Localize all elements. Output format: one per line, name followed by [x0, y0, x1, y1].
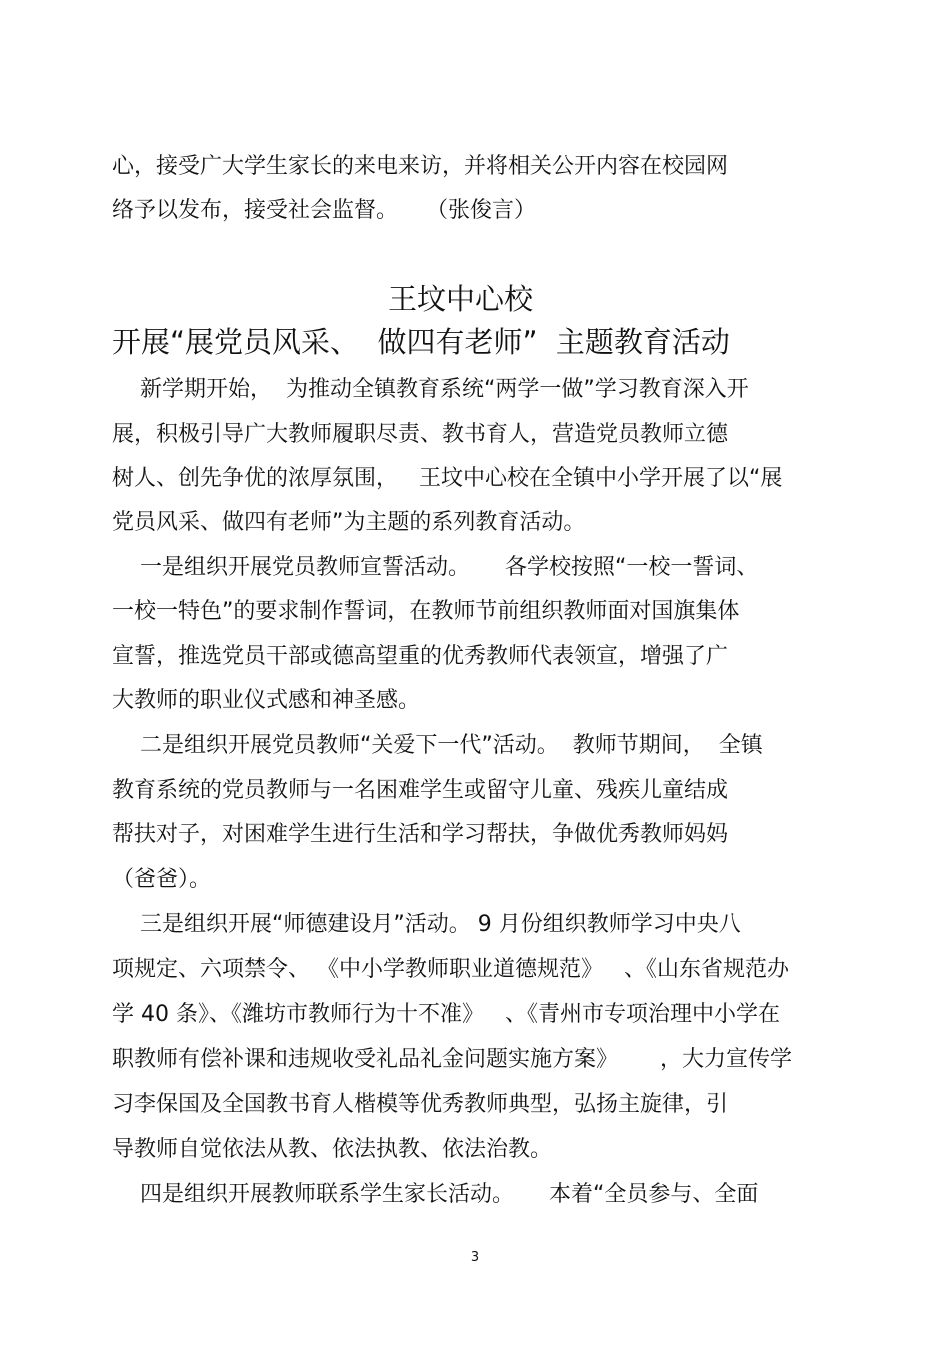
body-line: 三是组织开展“师德建设月”活动。 9 月份组织教师学习中央八: [112, 912, 741, 937]
body-line: 一校一特色”的要求制作誓词，在教师节前组织教师面对国旗集体: [112, 599, 740, 624]
body-line: 树人、创先争优的浓厚氛围， 王坟中心校在全镇中小学开展了以“展: [112, 466, 783, 491]
body-line: 学 40 条》、《潍坊市教师行为十不准》 、《青州市专项治理中小学在: [112, 1002, 780, 1027]
body-line: 大教师的职业仪式感和神圣感。: [112, 688, 421, 713]
body-line: 二是组织开展党员教师“关爱下一代”活动。 教师节期间， 全镇: [112, 733, 763, 758]
body-line: 帮扶对子，对困难学生进行生活和学习帮扶，争做优秀教师妈妈: [112, 822, 729, 847]
carryover-line-2: 络予以发布，接受社会监督。 （张俊言）: [112, 198, 536, 223]
body-line: 教育系统的党员教师与一名困难学生或留守儿童、残疾儿童结成: [112, 778, 729, 803]
body-line: 宣誓，推选党员干部或德高望重的优秀教师代表领宣，增强了广: [112, 644, 729, 669]
body-line: 一是组织开展党员教师宣誓活动。 各学校按照“一校一誓词、: [112, 555, 759, 580]
body-line: 党员风采、做四有老师”为主题的系列教育活动。: [112, 510, 586, 535]
body-line: 新学期开始， 为推动全镇教育系统“两学一做”学习教育深入开: [112, 377, 749, 402]
article-title-school: 王坟中心校: [388, 282, 534, 316]
article-title-activity: 开展“展党员风采、 做四有老师” 主题教育活动: [112, 325, 730, 359]
body-line: 职教师有偿补课和违规收受礼品礼金问题实施方案》 ，大力宣传学: [112, 1047, 792, 1072]
page-number: 3: [470, 1250, 480, 1265]
body-line: 四是组织开展教师联系学生家长活动。 本着“全员参与、全面: [112, 1182, 759, 1207]
body-line: 习李保国及全国教书育人楷模等优秀教师典型，弘扬主旋律，引: [112, 1092, 729, 1117]
body-line: 项规定、六项禁令、 《中小学教师职业道德规范》 、《山东省规范办: [112, 957, 789, 982]
carryover-line-1: 心，接受广大学生家长的来电来访，并将相关公开内容在校园网: [112, 154, 729, 179]
body-line: 展，积极引导广大教师履职尽责、教书育人，营造党员教师立德: [112, 422, 729, 447]
body-line: （爸爸）。: [112, 867, 212, 892]
body-line: 导教师自觉依法从教、依法执教、依法治教。: [112, 1137, 553, 1162]
